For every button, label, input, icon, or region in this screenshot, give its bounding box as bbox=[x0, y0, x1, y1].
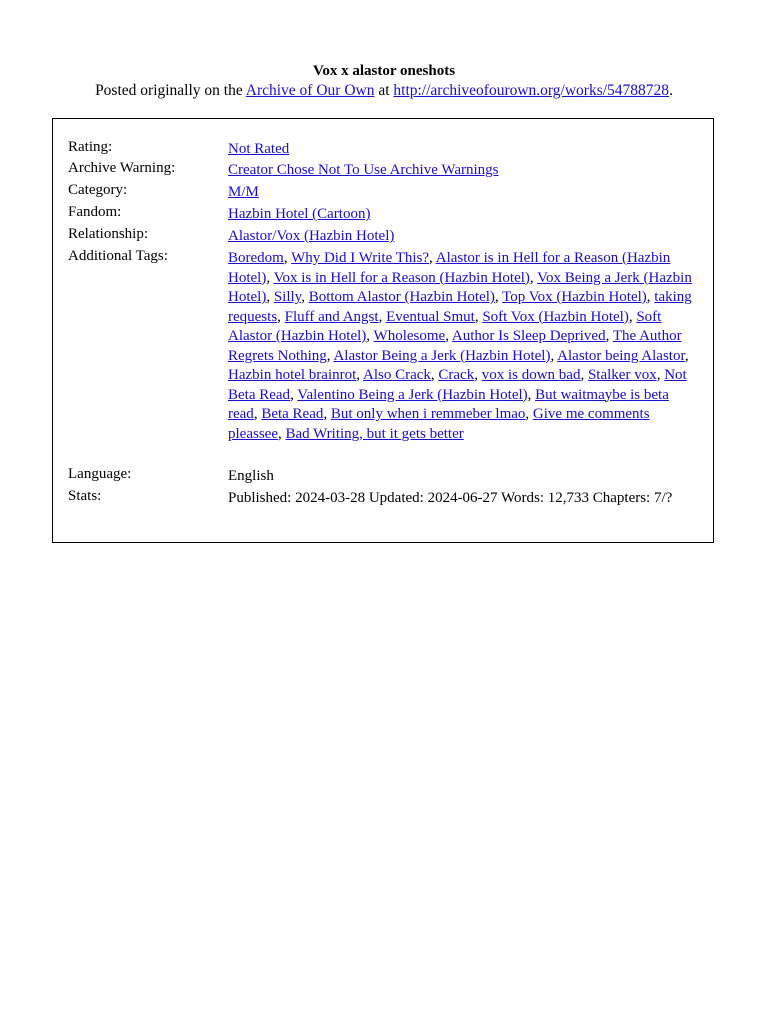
tag-separator: , bbox=[283, 250, 292, 266]
work-title: Vox x alastor oneshots bbox=[312, 63, 456, 79]
work-header bbox=[0, 62, 768, 100]
tag-separator: , bbox=[550, 347, 558, 364]
tag-separator: , bbox=[378, 308, 387, 325]
fandom-label: Fandom: bbox=[68, 204, 122, 220]
tag-separator: , bbox=[494, 289, 503, 305]
tag-separator: , bbox=[656, 367, 665, 383]
posted-prefix: Posted originally on the bbox=[95, 82, 246, 99]
tag-link[interactable]: Alastor is in Hell for a Reason (Hazbin Hotel) bbox=[228, 250, 671, 286]
tag-link[interactable]: Eventual Smut bbox=[386, 308, 475, 325]
tag-separator: , bbox=[429, 250, 436, 266]
tag-link[interactable]: Valentino Being a Jerk (Hazbin Hotel) bbox=[297, 386, 528, 403]
tags-label: Additional Tags: bbox=[68, 248, 168, 264]
category-label: Category: bbox=[68, 182, 128, 198]
posted-middle: at bbox=[374, 82, 394, 99]
tag-separator: , bbox=[356, 367, 363, 383]
rating-link[interactable]: Not Rated bbox=[228, 141, 290, 157]
archive-link[interactable]: Archive of Our Own bbox=[245, 82, 375, 99]
tag-separator: , bbox=[628, 308, 637, 325]
tag-separator: , bbox=[580, 367, 588, 383]
relationship-label: Relationship: bbox=[68, 226, 148, 242]
rating-label: Rating: bbox=[68, 139, 113, 155]
tag-link[interactable]: Beta Read bbox=[261, 406, 324, 422]
stats-label: Stats: bbox=[68, 488, 102, 504]
tag-link[interactable]: Vox Being a Jerk (Hazbin Hotel) bbox=[228, 269, 692, 305]
tag-link[interactable]: The Author Regrets Nothing bbox=[228, 328, 682, 364]
tag-link[interactable]: Also Crack bbox=[362, 367, 431, 383]
fandom-link[interactable]: Hazbin Hotel (Cartoon) bbox=[228, 206, 371, 222]
tag-separator: , bbox=[474, 367, 482, 383]
tag-link[interactable]: Alastor Being a Jerk (Hazbin Hotel) bbox=[333, 347, 551, 364]
posted-suffix: . bbox=[669, 82, 673, 99]
posted-line bbox=[0, 81, 768, 100]
tag-separator: , bbox=[366, 328, 374, 344]
tag-link[interactable]: Why Did I Write This? bbox=[291, 250, 430, 266]
category-link[interactable]: M/M bbox=[228, 184, 259, 200]
tag-separator: , bbox=[474, 308, 483, 325]
tag-separator: , bbox=[277, 308, 285, 325]
tag-link[interactable]: Silly bbox=[273, 289, 302, 305]
tag-link[interactable]: Fluff and Angst bbox=[284, 308, 379, 325]
work-url-link[interactable]: http://archiveofourown.org/works/54788728 bbox=[393, 82, 670, 99]
stats-value: Published: 2024-03-28 Updated: 2024-06-27 Words: 12,733 Chapters: 7/? bbox=[228, 490, 673, 506]
tag-link[interactable]: Crack bbox=[438, 367, 475, 383]
tag-link[interactable]: Alastor being Alastor bbox=[557, 347, 685, 364]
tag-link[interactable]: But only when i remmeber lmao bbox=[330, 406, 526, 422]
tag-link[interactable]: Hazbin hotel brainrot bbox=[228, 367, 357, 383]
tag-link[interactable]: But waitmaybe is beta read bbox=[228, 386, 669, 422]
tag-separator: , bbox=[525, 406, 533, 422]
tag-separator: , bbox=[646, 289, 655, 305]
tag-separator: , bbox=[430, 367, 439, 383]
tag-separator: , bbox=[266, 289, 274, 305]
tag-separator: , bbox=[266, 269, 274, 286]
language-value: English bbox=[228, 468, 274, 484]
tag-separator: , bbox=[529, 269, 538, 286]
tag-link[interactable]: Wholesome bbox=[373, 328, 446, 344]
tag-link[interactable]: Author Is Sleep Deprived bbox=[451, 328, 606, 344]
tag-link[interactable]: Give me comments pleassee bbox=[228, 406, 650, 442]
tag-link[interactable]: Soft Vox (Hazbin Hotel) bbox=[482, 308, 629, 325]
tag-link[interactable]: Bottom Alastor (Hazbin Hotel) bbox=[308, 289, 495, 305]
tag-separator: , bbox=[323, 406, 331, 422]
tag-separator: , bbox=[253, 406, 262, 422]
relationship-link[interactable]: Alastor/Vox (Hazbin Hotel) bbox=[228, 228, 395, 244]
tag-link[interactable]: Not Beta Read bbox=[228, 367, 687, 403]
warning-label: Archive Warning: bbox=[68, 160, 176, 176]
tag-separator: , bbox=[290, 386, 298, 403]
tag-separator: , bbox=[684, 347, 689, 364]
tag-link[interactable]: taking requests bbox=[228, 289, 692, 325]
tag-link[interactable]: Soft Alastor (Hazbin Hotel) bbox=[228, 308, 662, 344]
language-label: Language: bbox=[68, 466, 132, 482]
tag-link[interactable]: Stalker vox bbox=[587, 367, 657, 383]
tags-list bbox=[228, 249, 698, 444]
tag-separator: , bbox=[301, 289, 309, 305]
tag-separator: , bbox=[445, 328, 452, 344]
tag-separator: , bbox=[527, 386, 536, 403]
warning-link[interactable]: Creator Chose Not To Use Archive Warnings bbox=[228, 162, 499, 178]
tag-link[interactable]: Top Vox (Hazbin Hotel) bbox=[502, 289, 647, 305]
tag-separator: , bbox=[605, 328, 613, 344]
tag-link[interactable]: Vox is in Hell for a Reason (Hazbin Hotel) bbox=[273, 269, 530, 286]
tag-link[interactable]: Bad Writing, but it gets better bbox=[285, 425, 464, 442]
tag-separator: , bbox=[277, 425, 286, 442]
tag-separator: , bbox=[326, 347, 334, 364]
tag-link[interactable]: Boredom bbox=[228, 250, 284, 266]
metadata-box bbox=[52, 118, 714, 543]
tag-link[interactable]: vox is down bad bbox=[481, 367, 581, 383]
